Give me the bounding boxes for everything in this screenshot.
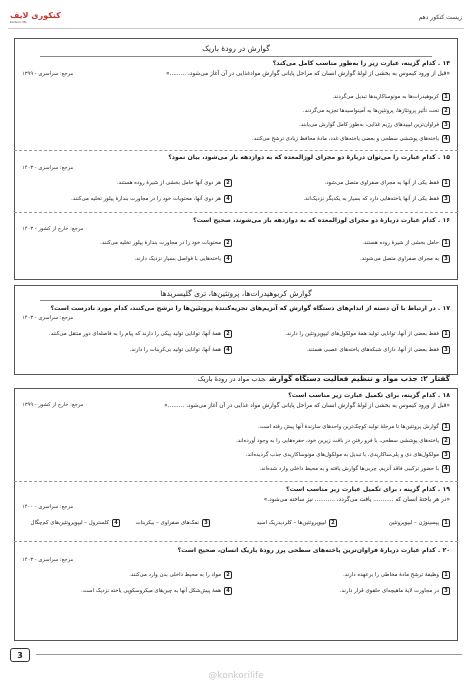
option-number: 3 [202, 519, 210, 527]
question-17-source: مرجع: سراسری - ۱۴۰۳ [22, 315, 74, 321]
question-20-source: مرجع: سراسری - ۱۴۰۳ [22, 557, 74, 563]
q14-option-2[interactable] [303, 107, 450, 115]
option-number: 1 [442, 239, 450, 247]
q18-option-1[interactable] [258, 423, 450, 431]
option-text: کربوهیدرات‌ها به مونوساکاریدها تبدیل می‌گردند. [332, 94, 439, 100]
brand-logo [10, 11, 61, 24]
question-divider [14, 541, 458, 542]
header-divider [8, 28, 464, 29]
q14-option-4[interactable] [252, 135, 450, 143]
option-number: 3 [442, 587, 450, 595]
page-number: 3 [10, 648, 30, 662]
logo-main-text: کنکوری لایف [10, 10, 61, 20]
q19-option-1[interactable] [389, 519, 450, 527]
question-19-source: مرجع: سراسری - ۱۴۰۰ [22, 504, 74, 510]
option-number: 4 [224, 255, 232, 263]
q20-option-1[interactable] [343, 571, 450, 579]
header-title: زیست کنکور دهم [418, 13, 462, 21]
option-text: فقط بعضی از آنها، توانایی تولید همهٔ مولکول‌های لیپوپروتئین را دارند. [285, 331, 439, 337]
q17-option-4[interactable] [130, 346, 232, 354]
q17-option-1[interactable] [285, 330, 450, 338]
option-text: به مجرای صفراوی متصل می‌شوند. [360, 256, 439, 262]
question-divider [14, 150, 458, 151]
option-text: با حضور ترکیبی فاقد آنزیم، چربی‌ها گوارش یافته و به محیط داخلی وارد شده‌اند. [259, 466, 439, 472]
question-18-source: مرجع: خارج از کشور - ۱۳۹۹ [22, 402, 84, 408]
option-text: همهٔ آنها، توانایی تولید پیکی را دارند که پیام را به فاصله‌ای دور منتقل می‌کنند. [48, 331, 221, 337]
option-number: 3 [442, 195, 450, 203]
question-15 [22, 154, 450, 163]
option-text: هر دوی آنها حامل بخشی از شیرهٔ روده هستند. [116, 180, 221, 186]
question-19-text: ۱۹ . کدام گزینه ، برای تکمیل عبارت زیر مناسب است؟ [285, 486, 450, 493]
chapter-heading [198, 374, 450, 383]
q20-option-3[interactable] [340, 587, 450, 595]
option-number: 1 [442, 330, 450, 338]
option-number: 4 [442, 135, 450, 143]
question-15-source: مرجع: سراسری - ۱۴۰۳ [22, 165, 74, 171]
chapter-subtitle: جذب مواد در رودهٔ باریک [197, 375, 266, 383]
option-number: 4 [224, 346, 232, 354]
q19-option-4[interactable] [31, 519, 120, 527]
q15-option-2[interactable] [117, 179, 232, 187]
question-19-intro: «در هر یاختهٔ انسان که ........... یافت می‌گردد، ........... نیز ساخته می‌شود.» [263, 496, 450, 503]
q14-option-3[interactable] [299, 121, 450, 129]
option-text: یاخته‌های پوششی سطحی و بعضی یاخته‌های غدد، مادهٔ محافظ زیادی ترشح می‌کنند. [252, 136, 439, 142]
q20-option-4[interactable] [81, 587, 232, 595]
option-text: لیپوپروتئین‌ها – کلردیدریک اسید [256, 520, 326, 526]
q16-option-2[interactable] [100, 239, 232, 247]
option-number: 2 [224, 239, 232, 247]
q19-option-2[interactable] [257, 519, 337, 527]
option-text: فقط یکی از آنها به مجرای صفراوی متصل می‌شود. [324, 180, 439, 186]
chapter-title: گفتار ۲: جذب مواد و تنظیم فعالیت دستگاه گوارش [269, 374, 450, 383]
option-text: نمک‌های صفراوی – بیکربنات [135, 520, 199, 526]
section-title-2: گوارش کربوهیدرات‌ها، پروتئین‌ها، تری گلیسریدها [160, 289, 312, 298]
option-text: تحت تأثیر پروتئازها، پروتئین‌ها به آمینواسیدها تجزیه می‌گردند. [302, 108, 439, 114]
option-text: فقط بعضی از آنها، دارای شبکه‌های یاخته‌های عصبی هستند. [306, 347, 439, 353]
q16-option-3[interactable] [360, 255, 450, 263]
option-number: 1 [442, 93, 450, 101]
question-20-text: ۲۰ . کدام عبارت دربارهٔ فراوان‌ترین یاخته‌های سطحی پرز رودهٔ باریک انسان، صحیح است؟ [177, 547, 450, 554]
option-text: گوارش پروتئین‌ها تا مرحلهٔ تولید کوچک‌ترین واحدهای سازندهٔ آنها پیش رفته است. [257, 424, 439, 430]
option-text: کلسترول – لیپوپروتئین‌های کم‌چگال [30, 520, 109, 526]
question-16-text: ۱۶ . کدام عبارت دربارهٔ دو مجرای لوزالمعده که به دوازدهه باز می‌شوند، صحیح است؟ [192, 217, 450, 224]
section-title-rule-1 [40, 56, 432, 57]
option-text: فراوان‌ترین لیپیدهای رژیم غذایی، به‌طور کامل گوارش می‌یابند. [299, 122, 439, 128]
option-number: 2 [329, 519, 337, 527]
option-text: پپسینوژن – لیپوپروتئین [388, 520, 439, 526]
question-16-source: مرجع: خارج از کشور - ۱۴۰۳ [22, 226, 84, 232]
question-14-source: مرجع: سراسری - ۱۳۹۹ [22, 71, 74, 77]
question-18 [22, 392, 450, 410]
question-19 [22, 486, 450, 504]
page-header [10, 6, 462, 28]
option-text: یاخته‌هایی با فواصل بسیار نزدیک دارند. [134, 256, 221, 262]
option-number: 3 [442, 346, 450, 354]
option-number: 2 [224, 179, 232, 187]
q18-option-2[interactable] [236, 437, 450, 445]
option-number: 1 [442, 423, 450, 431]
question-14-text: ۱۴ . کدام گزینه، عبارت زیر را به‌طور مناسب کامل می‌کند؟ [272, 60, 450, 67]
option-number: 3 [442, 451, 450, 459]
option-text: در مجاورت لایهٔ ماهیچه‌ای حلقوی قرار دارند. [339, 588, 439, 594]
q15-option-3[interactable] [303, 195, 450, 203]
option-text: مواد را به محیط داخلی بدن وارد می‌کنند. [129, 572, 221, 578]
question-18-text: ۱۸ . کدام گزینه، برای تکمیل عبارت زیر مناسب است؟ [288, 392, 450, 399]
logo-sub-text: Konkori life [10, 19, 27, 24]
q14-option-1[interactable] [332, 93, 450, 101]
option-text: فقط یکی از آنها یاخته‌هایی دارد که بسیار به یکدیگر نزدیک‌اند. [303, 196, 439, 202]
question-18-intro: «قبل از ورود کیموس به بخشی از لولهٔ گوارش انسان که مراحل پایانی گوارش مواد غذایی در آن آغاز می‌شود، .........» [164, 402, 450, 409]
q18-option-3[interactable] [246, 451, 450, 459]
option-number: 2 [224, 571, 232, 579]
question-20 [22, 547, 450, 556]
option-text: هر دوی آنها، محتویات خود را در مجاورت بندارهٔ پیلور تخلیه می‌کنند. [71, 196, 221, 202]
question-15-text: ۱۵ . کدام عبارت را می‌توان دربارهٔ دو مجرای لوزالمعده که به دوازدهه باز می‌شود، بیان نمود؟ [168, 154, 450, 161]
option-text: یاخته‌های پوششی سطحی، با فرو رفتن در بافت زیرین خود، حفره‌هایی را به وجود آورده‌اند. [235, 438, 439, 444]
question-17-text: ۱۷ . در ارتباط با آن دسته از اندام‌های دستگاه گوارش که آنزیم‌های تجزیه‌کنندهٔ پروتئین‌ها را ترشح می‌کنند، کدام مورد نادرست است؟ [50, 305, 450, 312]
option-number: 4 [112, 519, 120, 527]
option-number: 3 [442, 255, 450, 263]
watermark: @konkorilife [208, 671, 264, 681]
q17-option-2[interactable] [49, 330, 232, 338]
option-text: همهٔ پیش‌شکل آنها به چین‌های میکروسکوپی یاخته نزدیک است. [81, 588, 221, 594]
option-number: 2 [224, 330, 232, 338]
q15-option-4[interactable] [71, 195, 232, 203]
q19-option-3[interactable] [135, 519, 210, 527]
option-text: محتویات خود را در مجاورت بندارهٔ پیلور تخلیه می‌کنند. [100, 240, 221, 246]
question-16 [22, 217, 450, 226]
option-number: 1 [442, 519, 450, 527]
question-17 [22, 305, 450, 314]
option-number: 4 [224, 195, 232, 203]
section-title-rule-2 [40, 300, 432, 301]
question-divider [14, 212, 458, 213]
q15-option-1[interactable] [325, 179, 450, 187]
q17-option-3[interactable] [307, 346, 450, 354]
option-text: مولکول‌های دی و پلی‌ساکاریدی، با تبدیل به مولکول‌های مونوساکاریدی جذب گردیده‌اند. [245, 452, 439, 458]
question-14-intro: «قبل از ورود کیموس به بخشی از لولهٔ گوارش انسان که مراحل پایانی گوارش موادغذایی در آن آغاز می‌شود، .........» [165, 70, 450, 77]
option-number: 1 [442, 571, 450, 579]
option-number: 2 [442, 107, 450, 115]
option-number: 4 [224, 587, 232, 595]
q16-option-4[interactable] [134, 255, 232, 263]
section-title-1: گوارش در رودهٔ باریک [202, 44, 270, 53]
option-text: حامل بخشی از شیرهٔ روده هستند. [362, 240, 439, 246]
option-text: وظیفهٔ ترشح مادهٔ مخاطی را برعهده دارند. [343, 572, 439, 578]
page-footer [10, 647, 462, 663]
option-number: 1 [442, 179, 450, 187]
q16-option-1[interactable] [362, 239, 450, 247]
question-14 [22, 60, 450, 78]
option-number: 2 [442, 437, 450, 445]
option-text: همهٔ آنها، توانایی تولید بی‌کربنات را دارند. [129, 347, 221, 353]
question-divider [14, 481, 458, 482]
option-number: 4 [442, 465, 450, 473]
q20-option-2[interactable] [129, 571, 232, 579]
option-number: 3 [442, 121, 450, 129]
q18-option-4[interactable] [259, 465, 450, 473]
